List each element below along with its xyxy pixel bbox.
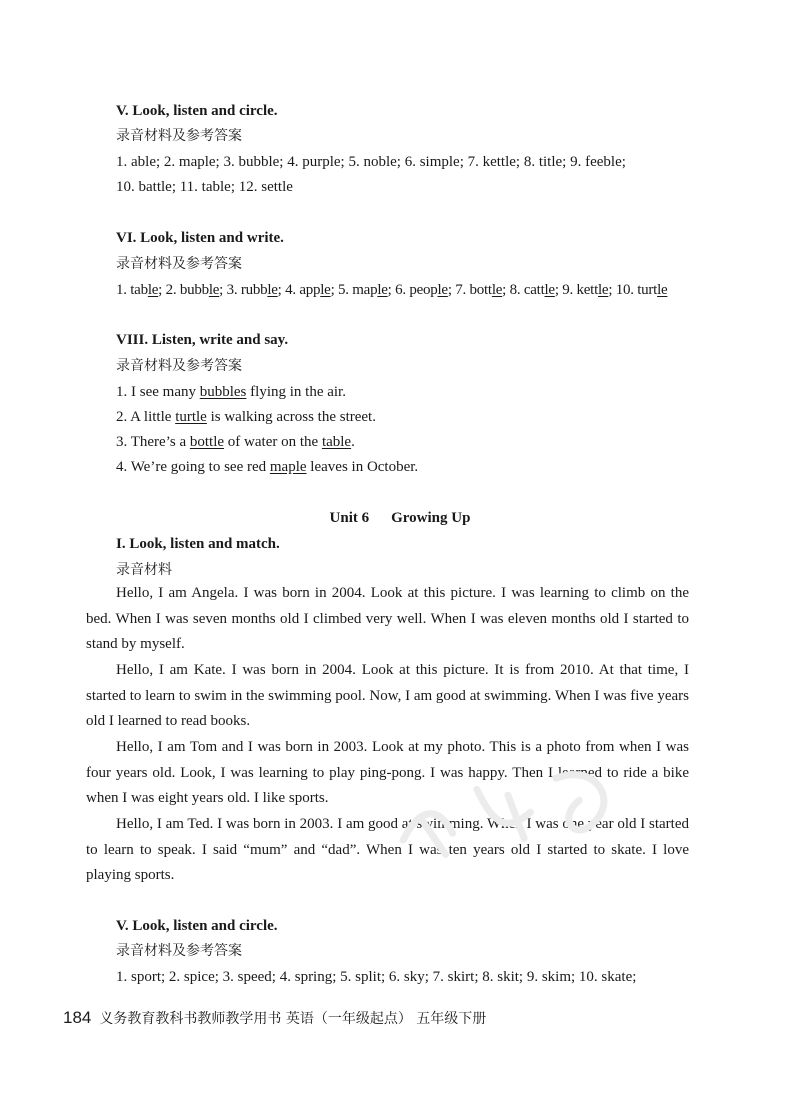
unit-name: Growing Up bbox=[391, 510, 471, 526]
section-subheading: 录音材料及参考答案 bbox=[116, 943, 242, 959]
answer-item: 7. bottle; bbox=[455, 282, 510, 298]
unit-number: Unit 6 bbox=[329, 510, 370, 526]
book-title: 义务教育教科书教师教学用书 英语（一年级起点） 五年级下册 bbox=[99, 1011, 487, 1027]
page-number: 184 bbox=[63, 1008, 92, 1027]
sentence-line: 4. We’re going to see red maple leaves in October. bbox=[116, 459, 419, 475]
answer-line: 10. battle; 11. table; 12. settle bbox=[116, 179, 293, 195]
answer-item: 6. people; bbox=[395, 282, 456, 298]
transcript-paragraph: Hello, I am Angela. I was born in 2004. Look at this picture. I was learning to climb on the bed. When I was seven months old I climbed very well. When I was eleven months old I started to stand by myself. bbox=[86, 585, 689, 652]
section-subheading: 录音材料 bbox=[116, 562, 172, 578]
sentence-line: 2. A little turtle is walking across the street. bbox=[116, 409, 376, 425]
section-subheading: 录音材料及参考答案 bbox=[116, 358, 242, 374]
answer-item: 4. apple; bbox=[285, 282, 338, 298]
answer-item: 3. rubble; bbox=[226, 282, 286, 298]
transcript-paragraph: Hello, I am Ted. I was born in 2003. I am good at swimming. When I was one year old I started to learn to speak. I said “mum” and “dad”. When I was ten years old I started to skate. I love playing sports. bbox=[86, 816, 689, 883]
answer-item: 5. maple; bbox=[338, 282, 396, 298]
answer-item: 9. kettle; bbox=[562, 282, 616, 298]
answer-line bbox=[116, 279, 667, 301]
answer-item: 2. bubble; bbox=[165, 282, 227, 298]
answer-line: 1. sport; 2. spice; 3. speed; 4. spring; 5. split; 6. sky; 7. skirt; 8. skit; 9. skim; 10. skate; bbox=[116, 969, 637, 985]
unit-title bbox=[0, 506, 800, 530]
section-heading: I. Look, listen and match. bbox=[116, 536, 280, 552]
section-heading: V. Look, listen and circle. bbox=[116, 103, 278, 119]
sentence-line: 1. I see many bubbles flying in the air. bbox=[116, 384, 346, 400]
section-heading: VIII. Listen, write and say. bbox=[116, 332, 289, 348]
section-subheading: 录音材料及参考答案 bbox=[116, 256, 242, 272]
section-heading: VI. Look, listen and write. bbox=[116, 230, 284, 246]
transcript-paragraph: Hello, I am Tom and I was born in 2003. Look at my photo. This is a photo from when I was four years old. Look, I was learning to play ping-pong. I was happy. Then I learned to ride a bike when I was eight years old. I like sports. bbox=[86, 739, 689, 806]
transcript-paragraph: Hello, I am Kate. I was born in 2004. Look at this picture. It is from 2010. At that time, I started to learn to swim in the swimming pool. Now, I am good at swimming. When I was five years old I learned to read books. bbox=[86, 662, 689, 729]
section-heading: V. Look, listen and circle. bbox=[116, 918, 278, 934]
section-subheading: 录音材料及参考答案 bbox=[116, 128, 242, 144]
sentence-line: 3. There’s a bottle of water on the table. bbox=[116, 434, 355, 450]
answer-line: 1. able; 2. maple; 3. bubble; 4. purple; 5. noble; 6. simple; 7. kettle; 8. title; 9. feeble; bbox=[116, 154, 626, 170]
page-footer bbox=[63, 1008, 486, 1028]
answer-item: 1. table; bbox=[116, 282, 166, 298]
answer-item: 10. turtle bbox=[615, 282, 668, 298]
answer-item: 8. cattle; bbox=[509, 282, 563, 298]
